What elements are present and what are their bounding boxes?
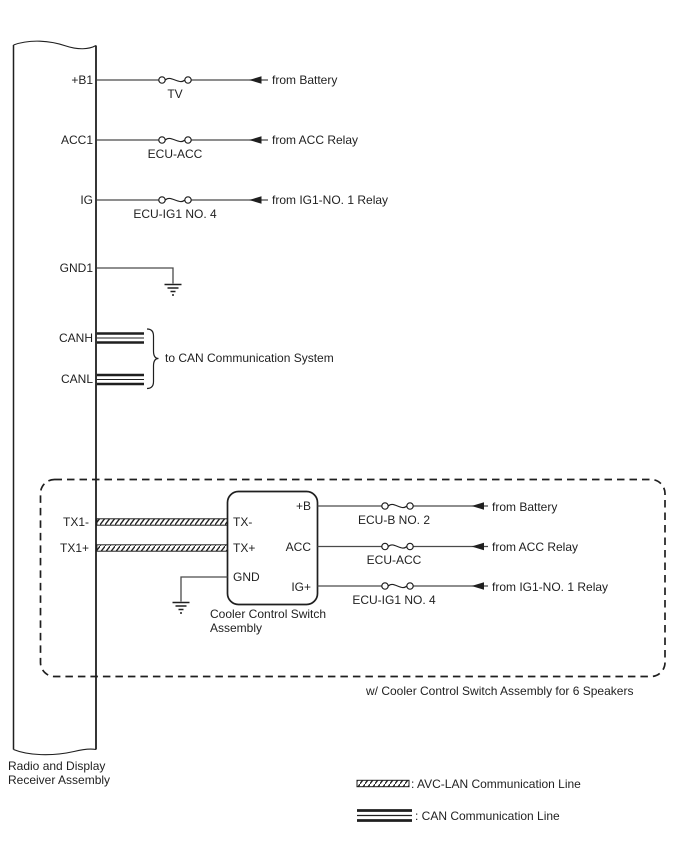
source-label-acc-relay: from ACC Relay <box>272 133 359 147</box>
legend-avclan-label: : AVC-LAN Communication Line <box>411 777 581 791</box>
cooler-switch-label-line2: Assembly <box>210 621 263 635</box>
terminal-label-tx1-plus: TX1+ <box>59 541 89 555</box>
ground-icon <box>173 603 190 614</box>
source-label-ig1-relay-2: from IG1-NO. 1 Relay <box>492 580 609 594</box>
option-b-power-wire <box>318 502 489 509</box>
gnd1-wire <box>97 268 182 295</box>
pin-label-gnd: GND <box>233 570 260 584</box>
arrow-left-icon <box>249 136 262 143</box>
terminal-label-canl: CANL <box>60 372 93 386</box>
pin-label-b: +B <box>295 499 311 513</box>
pin-label-tx-minus: TX- <box>233 515 253 529</box>
option-region-box <box>41 480 666 677</box>
source-label-battery: from Battery <box>272 73 338 87</box>
fuse-ecu-ig1-icon <box>382 583 413 589</box>
fuse-label-tv: TV <box>167 87 183 101</box>
assembly-label-line2: Receiver Assembly <box>8 773 111 787</box>
fuse-label-ecu-ig1-2: ECU-IG1 NO. 4 <box>352 593 436 607</box>
arrow-left-icon <box>249 76 262 83</box>
terminal-label-b1: +B1 <box>71 73 93 87</box>
pin-label-acc: ACC <box>285 540 311 554</box>
source-label-acc-relay-2: from ACC Relay <box>492 540 579 554</box>
legend-can-label: : CAN Communication Line <box>415 809 560 823</box>
avclan-line-tx1-minus <box>97 519 228 525</box>
terminal-label-gnd1: GND1 <box>59 261 93 275</box>
fuse-label-ecu-b: ECU-B NO. 2 <box>357 513 430 527</box>
assembly-label-line1: Radio and Display <box>8 759 106 773</box>
fuse-ecu-ig1-icon <box>159 197 191 203</box>
source-label-battery-2: from Battery <box>492 500 558 514</box>
legend-can-sample <box>357 811 412 821</box>
pin-label-tx-plus: TX+ <box>233 541 256 555</box>
ig-power-wire <box>97 196 268 203</box>
terminal-label-acc1: ACC1 <box>60 133 93 147</box>
avclan-line-tx1-plus <box>97 545 228 551</box>
cooler-switch-label-line1: Cooler Control Switch <box>210 607 327 621</box>
option-caption: w/ Cooler Control Switch Assembly for 6 Speakers <box>366 684 634 698</box>
terminal-label-canh: CANH <box>58 331 93 345</box>
can-system-note: to CAN Communication System <box>165 351 334 365</box>
acc1-power-wire <box>97 136 268 143</box>
pin-label-ig: IG+ <box>291 580 311 594</box>
terminal-label-ig: IG <box>80 193 93 207</box>
ground-icon <box>165 285 182 296</box>
fuse-ecu-acc-icon <box>382 543 413 549</box>
option-acc-power-wire <box>318 543 489 550</box>
option-ig-power-wire <box>318 582 489 589</box>
fuse-ecu-b-icon <box>382 503 413 509</box>
b1-power-wire <box>97 76 268 83</box>
fuse-label-ecu-acc-2: ECU-ACC <box>366 553 422 567</box>
arrow-left-icon <box>472 582 485 589</box>
brace-icon <box>147 329 159 389</box>
fuse-tv-icon <box>159 77 191 83</box>
fuse-label-ecu-ig1: ECU-IG1 NO. 4 <box>133 207 217 221</box>
arrow-left-icon <box>249 196 262 203</box>
can-low-line <box>97 375 144 384</box>
source-label-ig1-relay: from IG1-NO. 1 Relay <box>272 193 389 207</box>
terminal-label-tx1-minus: TX1- <box>62 515 89 529</box>
can-high-line <box>97 334 144 343</box>
receiver-assembly-outline <box>14 41 97 755</box>
fuse-label-ecu-acc: ECU-ACC <box>147 147 203 161</box>
legend-avclan-sample <box>357 780 409 786</box>
fuse-ecu-acc-icon <box>159 137 191 143</box>
arrow-left-icon <box>472 543 485 550</box>
arrow-left-icon <box>472 502 485 509</box>
